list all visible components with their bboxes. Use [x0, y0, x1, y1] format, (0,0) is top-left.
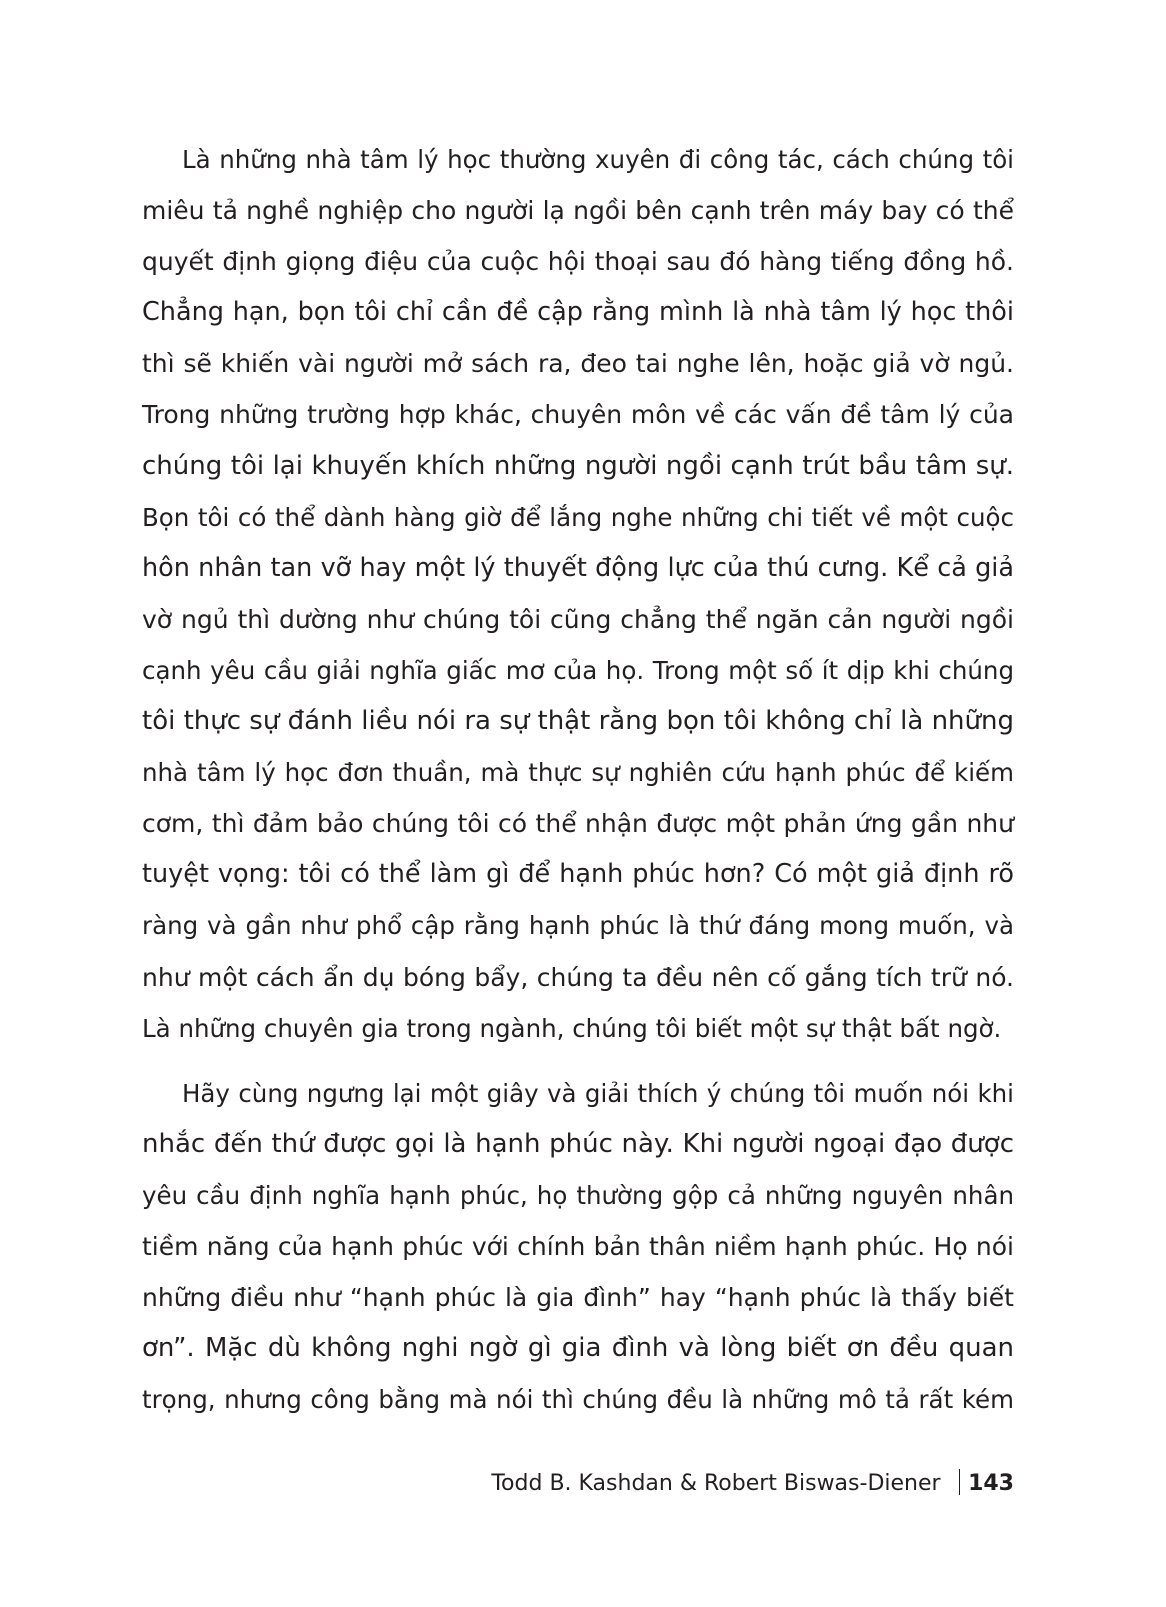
text-line: Hãy cùng ngưng lại một giây và giải thích ý chúng tôi muốn nói khi — [182, 1078, 1014, 1108]
text-line: nhà tâm lý học đơn thuần, mà thực sự nghiên cứu hạnh phúc để kiếm — [142, 758, 1014, 788]
page-footer — [491, 1464, 1014, 1504]
footer-authors: Todd B. Kashdan & Robert Biswas-Diener — [491, 1471, 941, 1496]
text-line: Bọn tôi có thể dành hàng giờ để lắng nghe những chi tiết về một cuộc — [142, 502, 1014, 532]
text-line: tuyệt vọng: tôi có thể làm gì để hạnh phúc hơn? Có một giả định rõ — [142, 859, 1014, 890]
text-line: Là những chuyên gia trong ngành, chúng tôi biết một sự thật bất ngờ. — [142, 1013, 1002, 1043]
paragraph-1 — [142, 134, 1014, 1054]
page-body — [142, 134, 1014, 1425]
text-line: Là những nhà tâm lý học thường xuyên đi công tác, cách chúng tôi — [182, 145, 1014, 174]
text-line: trọng, nhưng công bằng mà nói thì chúng đều là những mô tả rất kém — [142, 1385, 1014, 1415]
text-line: Trong những trường hợp khác, chuyên môn về các vấn đề tâm lý của — [142, 400, 1014, 430]
text-line: hôn nhân tan vỡ hay một lý thuyết động lực của thú cưng. Kể cả giả — [142, 552, 1014, 583]
text-line: tôi thực sự đánh liều nói ra sự thật rằng bọn tôi không chỉ là những — [142, 706, 1014, 737]
text-line: ràng và gần như phổ cập rằng hạnh phúc là thứ đáng mong muốn, và — [142, 911, 1014, 941]
text-line: yêu cầu định nghĩa hạnh phúc, họ thường gộp cả những nguyên nhân — [142, 1180, 1014, 1210]
text-line: những điều như “hạnh phúc là gia đình” hay “hạnh phúc là thấy biết — [142, 1283, 1014, 1313]
text-line: nhắc đến thứ được gọi là hạnh phúc này. Khi người ngoại đạo được — [142, 1128, 1014, 1159]
text-line: quyết định giọng điệu của cuộc hội thoại sau đó hàng tiếng đồng hồ. — [142, 247, 1014, 277]
text-line: như một cách ẩn dụ bóng bẩy, chúng ta đều nên cố gắng tích trữ nó. — [142, 962, 1014, 992]
page-number: 143 — [968, 1471, 1014, 1496]
text-line: cạnh yêu cầu giải nghĩa giấc mơ của họ. Trong một số ít dịp khi chúng — [142, 655, 1014, 685]
text-line: thì sẽ khiến vài người mở sách ra, đeo tai nghe lên, hoặc giả vờ ngủ. — [142, 349, 1014, 379]
paragraph-spacer — [142, 1054, 1014, 1068]
text-line: chúng tôi lại khuyến khích những người ngồi cạnh trút bầu tâm sự. — [142, 450, 1014, 481]
text-line: tiềm năng của hạnh phúc với chính bản thân niềm hạnh phúc. Họ nói — [142, 1231, 1014, 1261]
text-line: vờ ngủ thì dường như chúng tôi cũng chẳng thể ngăn cản người ngồi — [142, 604, 1014, 634]
text-line: miêu tả nghề nghiệp cho người lạ ngồi bên cạnh trên máy bay có thể — [142, 196, 1014, 226]
paragraph-2 — [142, 1068, 1014, 1426]
footer-divider — [959, 1469, 961, 1495]
text-line: ơn”. Mặc dù không nghi ngờ gì gia đình và lòng biết ơn đều quan — [142, 1333, 1014, 1364]
text-line: Chẳng hạn, bọn tôi chỉ cần đề cập rằng mình là nhà tâm lý học thôi — [142, 297, 1014, 328]
text-line: cơm, thì đảm bảo chúng tôi có thể nhận được một phản ứng gần như — [142, 809, 1014, 839]
